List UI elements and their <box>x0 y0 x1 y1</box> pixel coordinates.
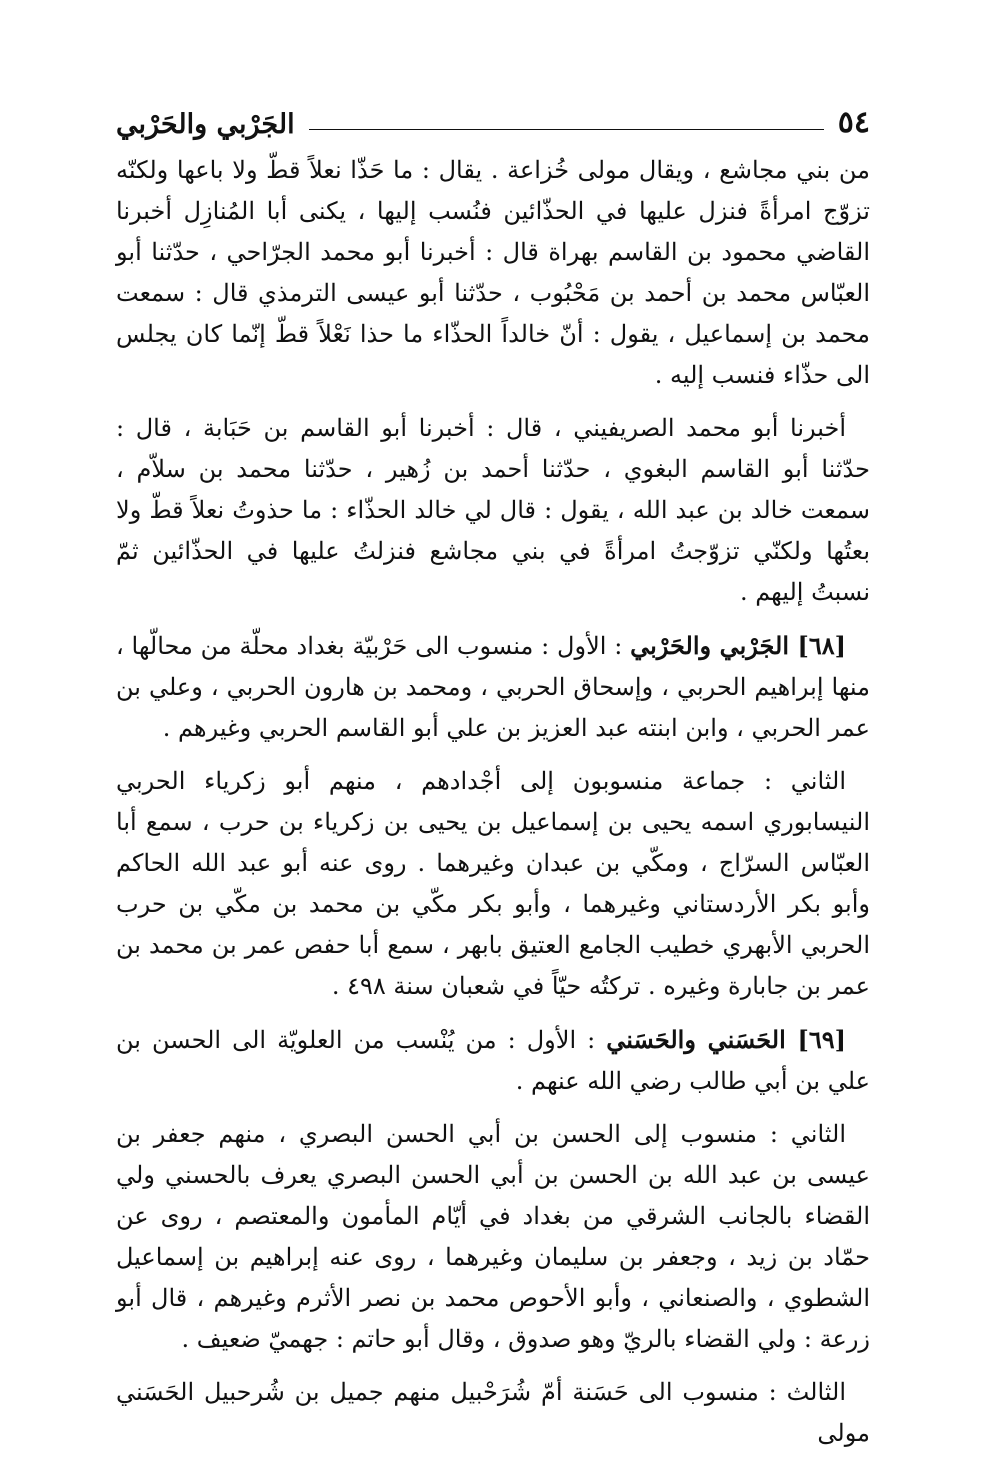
header-rule <box>309 129 824 130</box>
paragraph <box>116 150 870 396</box>
running-title: الجَرْبي والحَرْبي <box>116 109 295 140</box>
entry-heading: [٦٩] الحَسَني والحَسَني <box>606 1025 846 1054</box>
paragraph <box>116 1372 870 1454</box>
page-body <box>116 150 870 1466</box>
paragraph-text: : الأول : من يُنْسب من العلويّة الى الحسن بن علي بن أبي طالب رضي الله عنهم . <box>116 1026 870 1095</box>
paragraph-text: الثالث : منسوب الى حَسَنة أمّ شُرَحْبيل منهم جميل بن شُرحبيل الحَسَني مولى <box>116 1378 870 1447</box>
page-number: ٥٤ <box>837 105 870 140</box>
entry-68 <box>116 625 870 749</box>
paragraph-text: من بني مجاشع ، ويقال مولى خُزاعة . يقال : ما حَذّا نعلاً قطّ ولا باعها ولكنّه تزوّج امرأةً فنزل عليها في الحذّائين فنُسب إليها ، يكنى أبا المُنازِل أخبرنا القاضي محمود بن القاسم بهراة قال : أخبرنا أبو محمد الجرّاحي ، حدّثنا أبو العبّاس محمد بن أحمد بن مَحْبُوب ، حدّثنا أبو عيسى الترمذي قال : سمعت محمد بن إسماعيل ، يقول : أنّ خالداً الحذّاء ما حذا نَعْلاً قطّ إنّما كان يجلس الى حذّاء فنسب إليه . <box>116 156 870 389</box>
paragraph <box>116 761 870 1007</box>
paragraph-text: أخبرنا أبو محمد الصريفيني ، قال : أخبرنا أبو القاسم بن حَبَابة ، قال : حدّثنا أبو القاسم البغوي ، حدّثنا أحمد بن زُهير ، حدّثنا محمد بن سلاّم ، سمعت خالد بن عبد الله ، يقول : قال لي خالد الحذّاء : ما حذوتُ نعلاً قطّ ولا بعتُها ولكنّي تزوّجتُ امرأةً في بني مجاشع فنزلتُ عليها في الحذّائين ثمّ نسبتُ إليهم . <box>116 414 870 606</box>
paragraph-text: الثاني : جماعة منسوبون إلى أجْدادهم ، منهم أبو زكرياء الحربي النيسابوري اسمه يحيى بن إسماعيل بن يحيى بن زكرياء بن حرب ، سمع أبا العبّاس السرّاج ، ومكّي بن عبدان وغيرهما . روى عنه أبو عبد الله الحاكم وأبو بكر الأردستاني وغيرهما ، وأبو بكر مكّي بن محمد بن مكّي بن حرب الحربي الأبهري خطيب الجامع العتيق بابهر ، سمع أبا حفص عمر بن محمد بن عمر بن جابارة وغيره . تركتُه حيّاً في شعبان سنة ٤٩٨ . <box>116 767 870 1000</box>
paragraph-text: الثاني : منسوب إلى الحسن بن أبي الحسن البصري ، منهم جعفر بن عيسى بن عبد الله بن الحسن بن أبي الحسن البصري يعرف بالحسني ولي القضاء بالجانب الشرقي من بغداد في أيّام المأمون والمعتصم ، روى عن حمّاد بن زيد ، وجعفر بن سليمان وغيرهما ، روى عنه إبراهيم بن إسماعيل الشطوي ، والصنعاني ، وأبو الأحوص محمد بن نصر الأثرم وغيرهم ، قال أبو زرعة : ولي القضاء بالريّ وهو صدوق ، وقال أبو حاتم : جهميّ ضعيف . <box>116 1120 870 1353</box>
page-header <box>116 96 870 140</box>
paragraph <box>116 408 870 613</box>
paragraph <box>116 1114 870 1360</box>
entry-heading: [٦٨] الجَرْبي والحَرْبي <box>630 631 846 660</box>
entry-69 <box>116 1019 870 1102</box>
paragraph-text: : الأول : منسوب الى حَرْبيّة بغداد محلّة من محالّها ، منها إبراهيم الحربي ، وإسحاق الحربي ، ومحمد بن هارون الحربي ، وعلي بن عمر الحربي ، وابن ابنته عبد العزيز بن علي أبو القاسم الحربي وغيرهم . <box>116 632 870 742</box>
